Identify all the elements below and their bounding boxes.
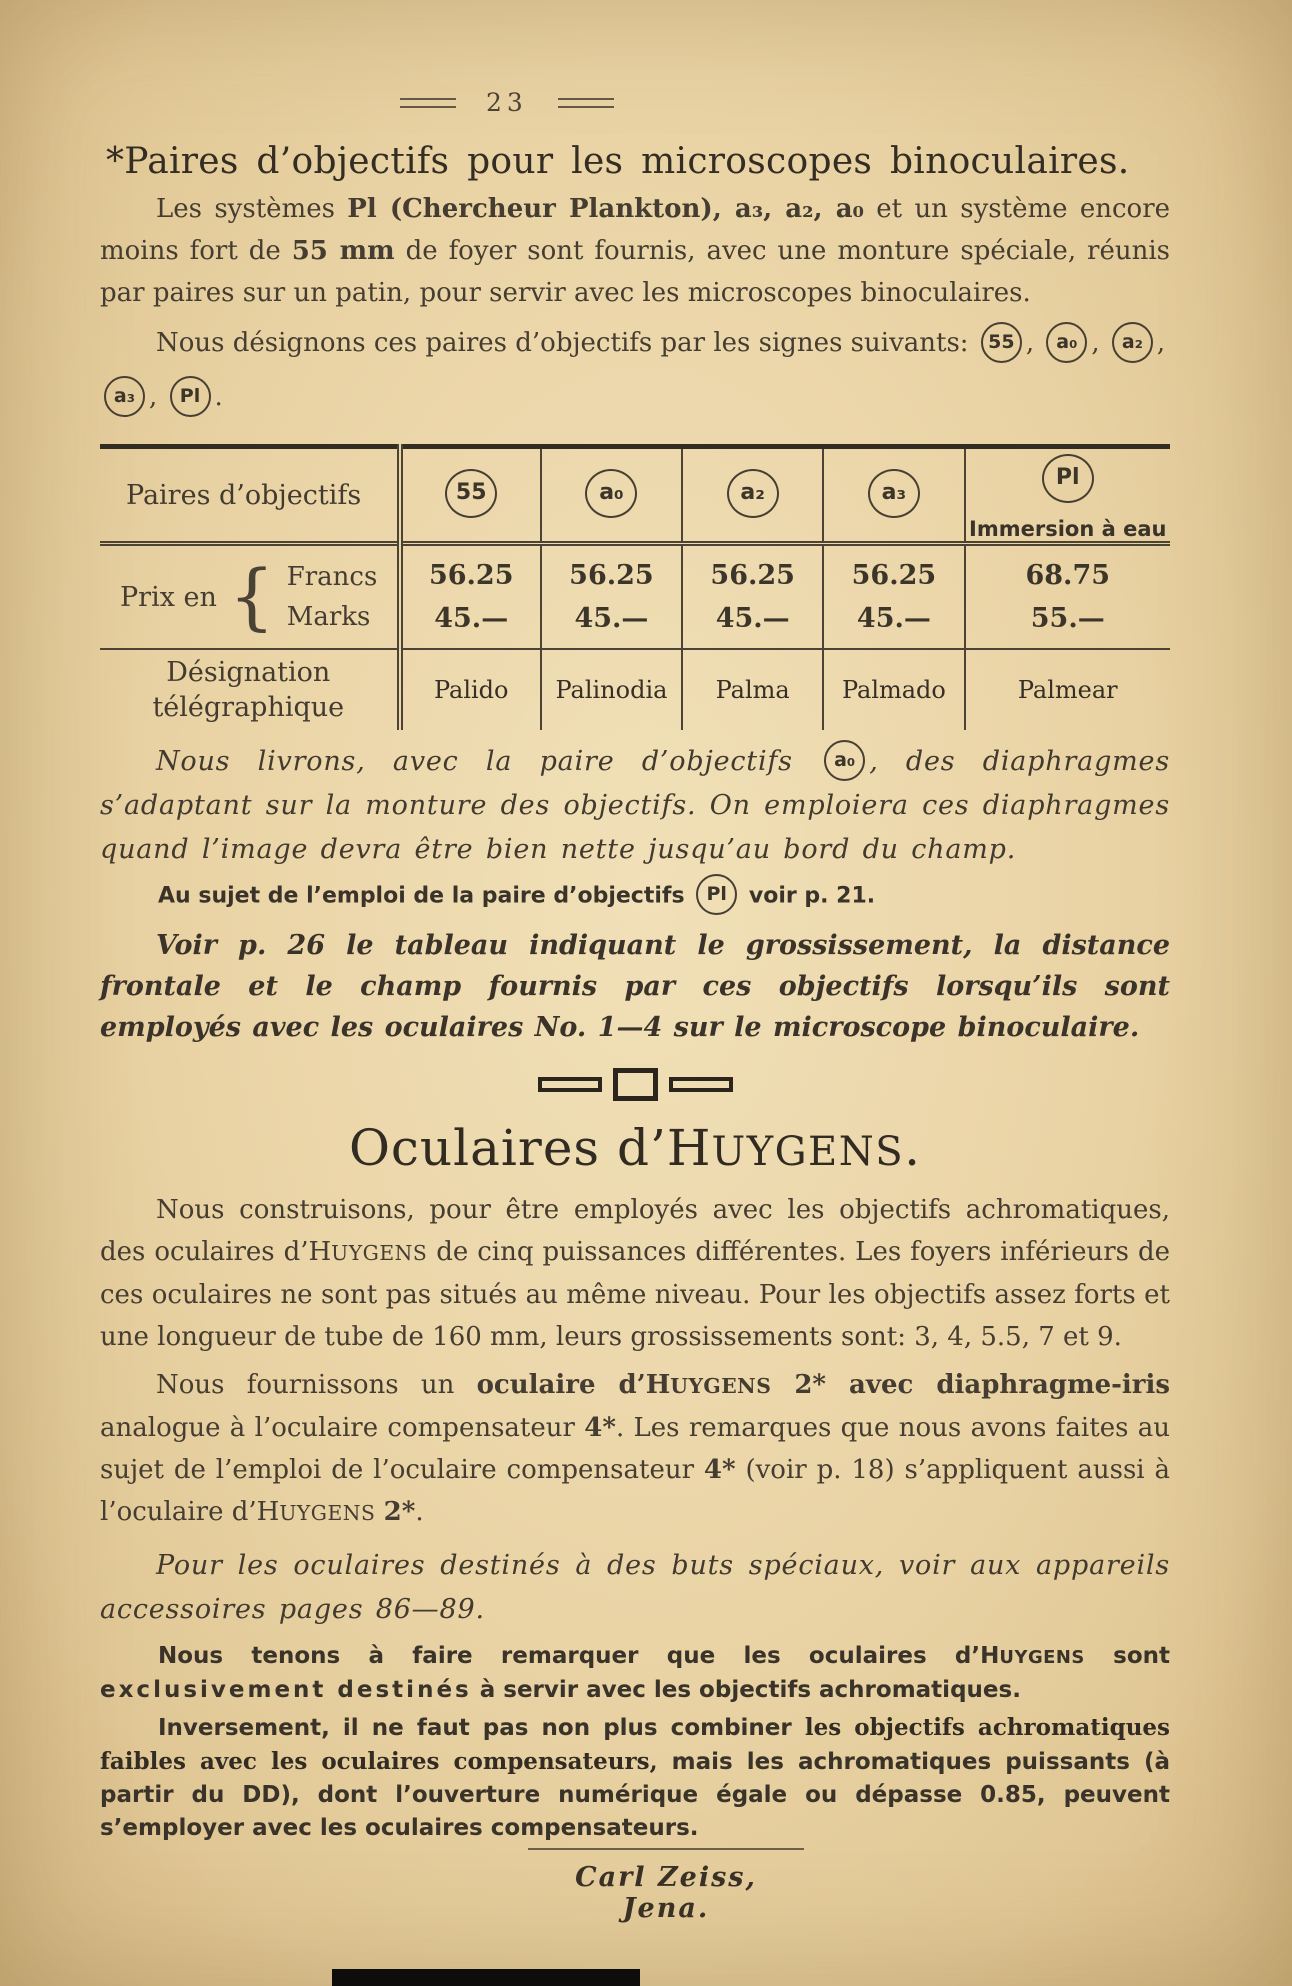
bserif-segment: les objectifs achromatiques faibles avec les oculaires compensateurs, — [100, 1714, 1170, 1775]
price-marks: 45.— — [434, 603, 509, 634]
pl-column-header — [966, 450, 1170, 541]
text-segment: sont — [1084, 1643, 1170, 1669]
b-segment: 2* — [383, 1497, 416, 1527]
table-designation-row — [100, 649, 1170, 730]
text-segment: analogue à l’oculaire compensateur — [100, 1413, 585, 1443]
symbol-55-badge: 55 — [445, 469, 497, 518]
b sc-segment: UYGENS — [670, 1374, 772, 1398]
text-segment: , — [1091, 328, 1108, 358]
price-marks: 45.— — [715, 603, 790, 634]
designation-label-line2: télégraphique — [152, 692, 345, 723]
price-label-text: Prix en — [120, 581, 217, 613]
price-row-label — [100, 544, 400, 650]
section-title-huygens — [100, 1119, 1170, 1177]
b-segment: 4* — [703, 1455, 736, 1485]
symbol-pl-badge: Pl — [696, 874, 737, 915]
paragraph-au-sujet — [100, 876, 1170, 917]
ls-segment: exclusivement destinés — [100, 1677, 472, 1703]
price-cell-a2 — [682, 544, 823, 650]
divider-square-icon — [613, 1068, 658, 1101]
b-segment: 2* avec diaphragme-iris — [771, 1370, 1170, 1400]
price-marks: 45.— — [856, 603, 931, 634]
symbol-a0-badge: a₀ — [824, 740, 865, 781]
header-rule-left — [400, 98, 456, 108]
text-segment: Nous construisons, pour être employés avec les objectifs achromatiques, des oculaires d’H — [100, 1195, 1170, 1267]
text-segment: et un système encore moins fort de — [100, 194, 1171, 266]
designation-cell-a3: Palmado — [823, 649, 964, 730]
page-header — [400, 88, 614, 117]
table-price-row — [100, 544, 1170, 650]
text-segment: Nous fournissons un — [156, 1370, 477, 1400]
paragraph-voir-p26: Voir p. 26 le tableau indiquant le grossissement, la distance frontale et le champ fournis par ces objectifs lorsqu’ils sont employés avec les oculaires No. 1—4 sur le microscope binoculaire. — [100, 930, 1170, 1043]
page-number: 23 — [486, 88, 528, 117]
text-segment: , — [149, 382, 166, 412]
b-segment: 55 mm — [291, 236, 395, 266]
divider-bar-right-icon — [669, 1077, 733, 1092]
sc-segment: UYGENS — [999, 1647, 1085, 1668]
price-francs: 56.25 — [428, 560, 514, 591]
paragraph-buts-speciaux: Pour les oculaires destinés à des buts spéciaux, voir aux appareils accessoires pages 86—89. — [100, 1550, 1170, 1625]
paragraph-construisons — [100, 1189, 1170, 1358]
text-segment: (voir p. 18) s’appliquent aussi à l’oculaire d’H — [100, 1455, 1170, 1527]
paragraph-livrons — [100, 740, 1170, 872]
objectives-price-table — [100, 444, 1170, 730]
text-segment: mais les achromatiques puissants (à partir du DD), dont l’ouverture numérique égale ou dépasse 0.85, peuvent s’employer avec les oculaires compensateurs. — [100, 1749, 1170, 1841]
price-francs: 56.25 — [569, 560, 654, 591]
price-francs: 68.75 — [1025, 560, 1111, 591]
b-segment: Pl (Chercheur Plankton), a₃, a₂, a₀ — [347, 194, 864, 224]
symbol-a2-badge: a₂ — [1112, 322, 1153, 363]
text-segment: . — [415, 1497, 424, 1527]
divider-bar-left-icon — [538, 1077, 602, 1092]
text-segment: , des diaphragmes s’adaptant sur la monture des objectifs. On emploiera ces diaphragmes quand l’image devra être bien nette jusqu’au bord du champ. — [100, 746, 1170, 865]
symbol-a0-badge: a₀ — [1046, 322, 1087, 363]
price-francs: 56.25 — [851, 560, 937, 591]
signature-rule — [528, 1848, 804, 1850]
table-col-55 — [400, 447, 541, 544]
heading-caps: UYGENS — [711, 1129, 905, 1175]
paragraph-fournissons — [100, 1364, 1170, 1534]
text-segment: de cinq puissances différentes. Les foyers inférieurs de ces oculaires ne sont pas situés au même niveau. Pour les objectifs assez forts et une longueur de tube de 160 mm, leurs grossissements sont: 3, 4, 5.5, 7 et 9. — [100, 1237, 1170, 1352]
currency-marks: Marks — [286, 602, 371, 632]
text-segment: Nous désignons ces paires d’objectifs par les signes suivants: — [156, 328, 977, 358]
text-segment: Au sujet de l’emploi de la paire d’objectifs — [158, 883, 693, 909]
symbol-a3-badge: a₃ — [104, 376, 145, 417]
section-title-objectifs: *Paires d’objectifs pour les microscopes binoculaires. — [106, 141, 1130, 182]
symbol-a3-badge: a₃ — [868, 469, 920, 518]
price-cell-a0 — [541, 544, 682, 650]
designation-cell-a2: Palma — [682, 649, 823, 730]
price-label-group — [100, 554, 397, 639]
currency-stack — [287, 562, 378, 632]
paragraph-remarquer — [100, 1640, 1170, 1707]
price-cell-55 — [400, 544, 541, 650]
scan-edge-artifact — [332, 1969, 640, 1986]
symbol-a0-badge: a₀ — [585, 469, 637, 518]
text-segment: Nous tenons à faire remarquer que les oculaires d’H — [158, 1643, 1000, 1669]
paragraph-systems — [100, 188, 1170, 314]
table-corner-label: Paires d’objectifs — [100, 447, 400, 544]
table-col-a2 — [682, 447, 823, 544]
text-segment: voir p. 21. — [741, 883, 876, 909]
sc-segment: UYGENS — [279, 1501, 376, 1525]
b-segment: oculaire d’H — [476, 1370, 671, 1400]
price-cell-a3 — [823, 544, 964, 650]
publisher-signature-block — [528, 1848, 804, 1924]
text-segment: de foyer sont fournis, avec une monture spéciale, réunis par paires sur un patin, pour servir avec les microscopes binoculaires. — [100, 236, 1170, 308]
designation-row-label — [100, 649, 400, 730]
symbol-55-badge: 55 — [981, 322, 1022, 363]
designation-cell-55: Palido — [400, 649, 541, 730]
designation-cell-pl: Palmear — [965, 649, 1170, 730]
sc-segment: UYGENS — [331, 1241, 428, 1265]
pl-immersion-note: Immersion à eau — [969, 516, 1167, 541]
designation-cell-a0: Palinodia — [541, 649, 682, 730]
heading-period: . — [904, 1119, 922, 1177]
paragraph-signs — [100, 316, 1170, 424]
publisher-signature: Carl Zeiss, Jena. — [575, 1862, 757, 1924]
text-segment — [375, 1497, 383, 1527]
price-marks: 55.— — [1030, 603, 1105, 634]
symbol-pl-badge: Pl — [170, 376, 211, 417]
designation-label-line1: Désignation — [166, 657, 331, 688]
price-marks: 45.— — [574, 603, 649, 634]
section-divider — [100, 1068, 1170, 1101]
price-francs: 56.25 — [710, 560, 795, 591]
text-segment: . Les remarques que nous avons faites au sujet de l’emploi de l’oculaire compensateur — [100, 1413, 1170, 1485]
symbol-pl-badge: Pl — [1042, 454, 1094, 503]
header-rule-right — [558, 98, 614, 108]
b-segment: 4* — [584, 1413, 616, 1443]
paragraph-inversement — [100, 1711, 1170, 1845]
table-col-a3 — [823, 447, 964, 544]
text-segment: à servir avec les objectifs achromatiques. — [471, 1677, 1021, 1703]
heading-lead: Oculaires d’H — [348, 1119, 712, 1177]
text-segment: Nous livrons, avec la paire d’objectifs — [156, 746, 821, 777]
table-col-a0 — [541, 447, 682, 544]
currency-francs: Francs — [286, 562, 378, 592]
text-segment: , — [1025, 328, 1043, 358]
text-segment: Inversement, il ne faut pas non plus combiner — [158, 1715, 805, 1741]
price-cell-pl — [965, 544, 1170, 650]
text-segment: . — [214, 382, 223, 412]
text-segment: Les systèmes — [156, 194, 348, 224]
table-col-pl — [965, 447, 1170, 544]
text-segment: , — [1156, 328, 1166, 358]
price-brace: { — [228, 554, 275, 639]
symbol-a2-badge: a₂ — [727, 469, 779, 518]
table-header-row — [100, 447, 1170, 544]
